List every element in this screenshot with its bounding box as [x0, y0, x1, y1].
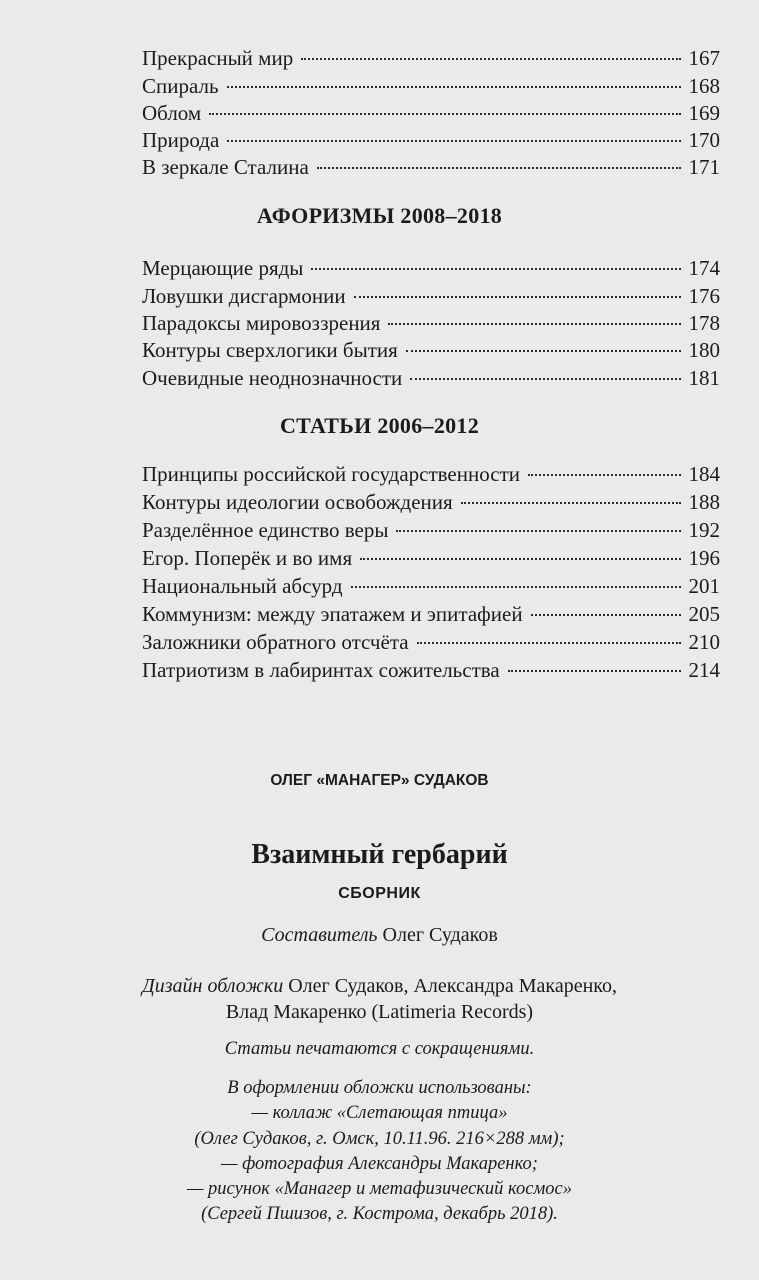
- toc-page: 167: [688, 46, 720, 70]
- toc-row: [142, 74, 720, 104]
- cover-note-line: — рисунок «Манагер и метафизический космос»: [186, 1179, 572, 1199]
- dot-leader: [508, 670, 681, 672]
- cover-design-label: Дизайн обложки: [142, 975, 284, 997]
- toc-row: [142, 366, 720, 396]
- dot-leader: [396, 530, 680, 532]
- toc-row: [142, 518, 720, 548]
- dot-leader: [209, 113, 680, 115]
- toc-title: Очевидные неоднозначности: [142, 366, 403, 390]
- cover-note-line: — фотография Александры Макаренко;: [221, 1154, 538, 1174]
- abridged-note: Статьи печатаются с сокращениями.: [224, 1039, 535, 1059]
- toc-title: Контуры сверхлогики бытия: [142, 338, 398, 362]
- dot-leader: [388, 323, 680, 325]
- toc-page: 192: [688, 518, 720, 542]
- toc-title: Облом: [142, 101, 202, 125]
- toc-title: Природа: [142, 128, 220, 152]
- cover-design-names-line2: Влад Макаренко (Latimeria Records): [225, 1001, 534, 1023]
- dot-leader: [528, 474, 681, 476]
- toc-title: Мерцающие ряды: [142, 256, 304, 280]
- bleed-through: [30, 640, 35, 661]
- toc-page: 214: [688, 658, 720, 682]
- section-heading-articles: СТАТЬИ 2006–2012: [279, 413, 480, 438]
- toc-row: [142, 658, 720, 688]
- cover-design-names: Олег Судаков, Александра Макаренко,: [283, 975, 617, 997]
- cover-note-line: (Олег Судаков, г. Омск, 10.11.96. 216×288 мм);: [194, 1129, 565, 1149]
- toc-page: 178: [688, 311, 720, 335]
- toc-row: [142, 101, 720, 131]
- dot-leader: [351, 586, 681, 588]
- toc-row: [142, 462, 720, 492]
- toc-title: Заложники обратного отсчёта: [142, 630, 409, 654]
- dot-leader: [317, 167, 681, 169]
- toc-title: Коммунизм: между эпатажем и эпитафией: [142, 602, 523, 626]
- toc-row: [142, 490, 720, 520]
- toc-title: Парадоксы мировоззрения: [142, 311, 381, 335]
- section-heading-aphorisms: АФОРИЗМЫ 2008–2018: [256, 203, 503, 228]
- toc-page: 184: [688, 462, 720, 486]
- toc-page: 180: [688, 338, 720, 362]
- toc-title: В зеркале Сталина: [142, 155, 309, 179]
- dot-leader: [410, 378, 680, 380]
- toc-row: [142, 256, 720, 286]
- dot-leader: [301, 58, 680, 60]
- toc-page: 201: [688, 574, 720, 598]
- cover-note-line: В оформлении обложки использованы:: [227, 1078, 532, 1098]
- toc-row: [142, 338, 720, 368]
- toc-row: [142, 46, 720, 76]
- toc-page: 168: [688, 74, 720, 98]
- toc-title: Егор. Поперёк и во имя: [142, 546, 353, 570]
- toc-page: 170: [688, 128, 720, 152]
- toc-row: [142, 546, 720, 576]
- dot-leader: [227, 86, 681, 88]
- toc-page: 171: [688, 155, 720, 179]
- book-subtitle: СБОРНИК: [338, 885, 421, 902]
- toc-page: 196: [688, 546, 720, 570]
- toc-row: [142, 128, 720, 158]
- compiler-credit: [0, 924, 759, 947]
- toc-title: Прекрасный мир: [142, 46, 294, 70]
- author-name: ОЛЕГ «МАНАГЕР» СУДАКОВ: [270, 772, 489, 789]
- toc-row: [142, 155, 720, 185]
- dot-leader: [417, 642, 681, 644]
- toc-row: [142, 602, 720, 632]
- dot-leader: [531, 614, 681, 616]
- toc-page: 181: [688, 366, 720, 390]
- toc-title: Спираль: [142, 74, 219, 98]
- cover-note-line: (Сергей Пшизов, г. Кострома, декабрь 2018).: [201, 1204, 558, 1224]
- compiler-label: Составитель: [261, 924, 378, 946]
- toc-title: Разделённое единство веры: [142, 518, 389, 542]
- toc-title: Национальный абсурд: [142, 574, 343, 598]
- toc-page: 169: [688, 101, 720, 125]
- toc-page: 174: [688, 256, 720, 280]
- toc-page: 188: [688, 490, 720, 514]
- toc-title: Принципы российской государственности: [142, 462, 520, 486]
- toc-row: [142, 630, 720, 660]
- cover-note-line: — коллаж «Слетающая птица»: [251, 1103, 508, 1123]
- dot-leader: [360, 558, 680, 560]
- toc-row: [142, 574, 720, 604]
- dot-leader: [406, 350, 681, 352]
- dot-leader: [461, 502, 681, 504]
- toc-page: 176: [688, 284, 720, 308]
- toc-row: [142, 311, 720, 341]
- book-title: Взаимный гербарий: [251, 839, 508, 870]
- toc-page: 205: [688, 602, 720, 626]
- toc-row: [142, 284, 720, 314]
- toc-page: 210: [688, 630, 720, 654]
- compiler-name: Олег Судаков: [377, 924, 498, 946]
- toc-title: Патриотизм в лабиринтах сожительства: [142, 658, 500, 682]
- dot-leader: [311, 268, 680, 270]
- toc-title: Ловушки дисгармонии: [142, 284, 346, 308]
- cover-design-credit: [0, 975, 759, 998]
- toc-title: Контуры идеологии освобождения: [142, 490, 453, 514]
- dot-leader: [227, 140, 680, 142]
- dot-leader: [354, 296, 681, 298]
